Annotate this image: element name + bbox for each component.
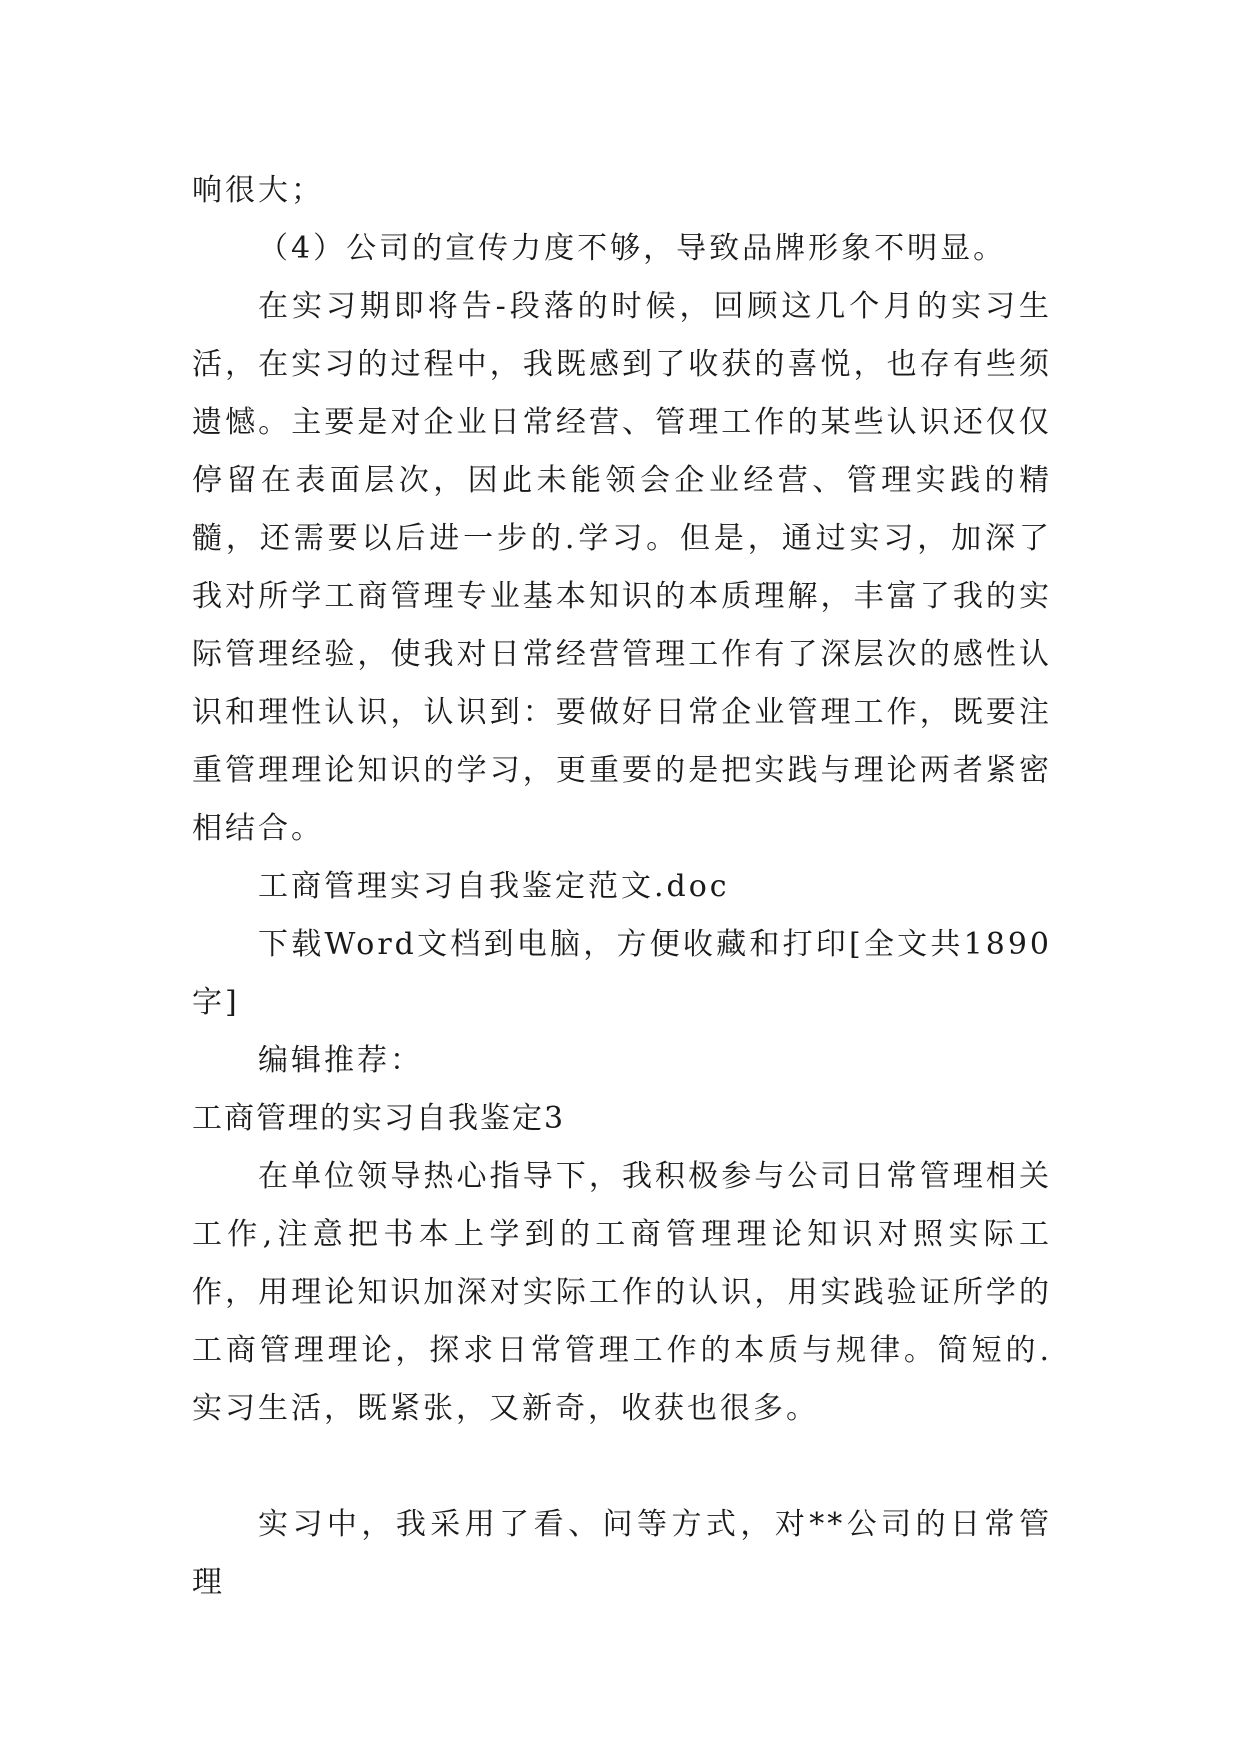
paragraph-continuation: 响很大； (192, 173, 324, 208)
paragraph-list-item-4: （4）公司的宣传力度不够，导致品牌形象不明显。 (258, 231, 1007, 266)
document-body (192, 162, 1052, 1612)
paragraph-methods: 实习中，我采用了看、问等方式，对**公司的日常管理 (192, 1507, 1052, 1600)
download-file-name: 工商管理实习自我鉴定范文.doc (258, 869, 730, 904)
paragraph-gap (192, 1438, 1052, 1496)
paragraph-internship-reflection: 在实习期即将告-段落的时候，回顾这几个月的实习生活，在实习的过程中，我既感到了收获的喜悦，也存有些须遗憾。主要是对企业日常经营、管理工作的某些认识还仅仅停留在表面层次，因此未能领会企业经营、管理实践的精髓，还需要以后进一步的.学习。但是，通过实习，加深了我对所学工商管理专业基本知识的本质理解，丰富了我的实际管理经验，使我对日常经营管理工作有了深层次的感性认识和理性认识，认识到：要做好日常企业管理工作，既要注重管理理论知识的学习，更重要的是把实践与理论两者紧密相结合。 (192, 289, 1052, 846)
paragraph-guidance: 在单位领导热心指导下，我积极参与公司日常管理相关工作,注意把书本上学到的工商管理理论知识对照实际工作，用理论知识加深对实际工作的认识，用实践验证所学的工商管理理论，探求日常管理工作的本质与规律。简短的.实习生活，既紧张，又新奇，收获也很多。 (192, 1159, 1052, 1426)
section-title: 工商管理的实习自我鉴定3 (192, 1101, 566, 1136)
download-word-note: 下载Word文档到电脑，方便收藏和打印[全文共1890字] (192, 927, 1052, 1020)
editor-recommend-label: 编辑推荐： (258, 1043, 423, 1078)
